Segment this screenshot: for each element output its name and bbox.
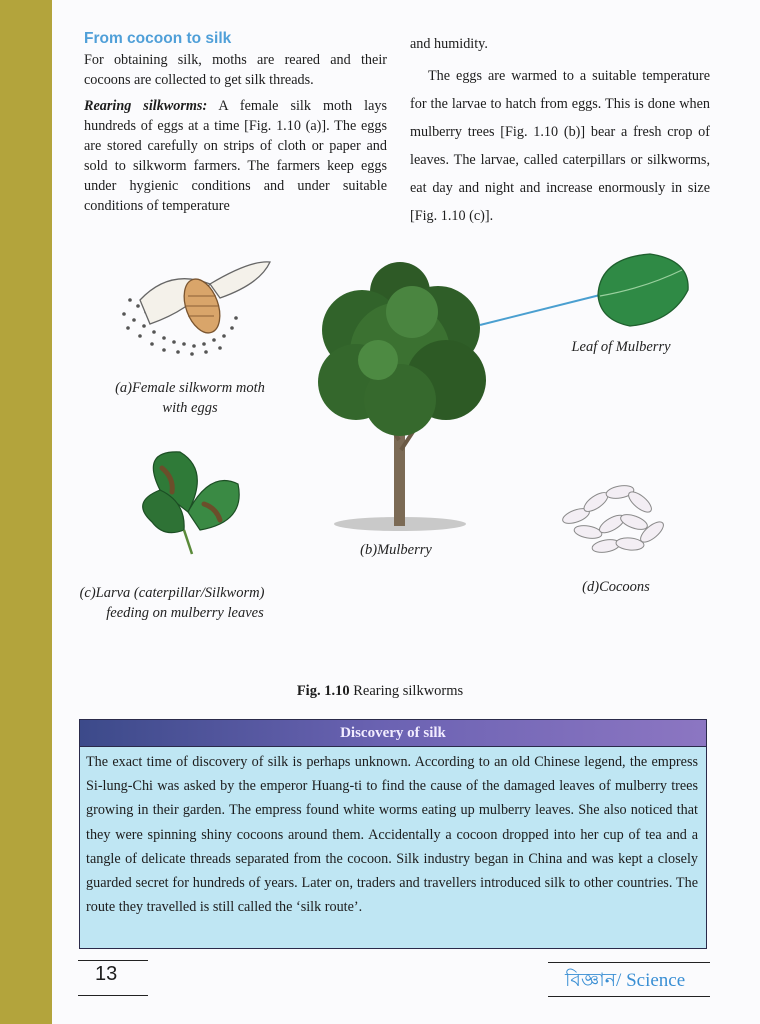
book-title: বিজ্ঞান/ Science (565, 970, 686, 991)
continuation-text: and humidity. (410, 36, 488, 52)
info-box-body: The exact time of discovery of silk is perhaps unknown. According to an old Chinese legend, the empress Si-lung-Chi was asked by the emperor Huang-ti to find the cause of the damaged leaves of mulberry trees growing in their garden. The empress found white worms eating up mulberry leaves. She also noticed that they were spinning shiny cocoons around them. Accidentally a cocoon dropped into her cup of tea and a tangle of delicate threads separated from the cocoon. Silk industry began in China and was kept a closely guarded secret for hundreds of years. Later on, traders and travellers introduced silk to other countries. The route they travelled is still called the ‘silk route’. (86, 754, 698, 916)
figure-illustration (60, 240, 750, 670)
footer-rule (78, 960, 148, 961)
intro-paragraph: For obtaining silk, moths are reared and their cocoons are collected to get silk threads. (84, 52, 387, 88)
caption-leaf: Leaf of Mulberry (571, 339, 671, 355)
eggs-paragraph: The eggs are warmed to a suitable temperature for the larvae to hatch from eggs. This is done when mulberry trees [Fig. 1.10 (b)] bear a fresh crop of leaves. The larvae, called caterpillars or silkworms, eat day and night and increase enormously in size [Fig. 1.10 (c)]. (410, 68, 710, 224)
right-column (410, 30, 710, 230)
cocoons-image (561, 484, 667, 555)
footer-rule (548, 962, 710, 963)
mulberry-tree-image (318, 262, 486, 531)
figure-title-text: Rearing silkworms (349, 683, 464, 699)
silk-moth-image (122, 262, 270, 356)
mulberry-leaf-image (480, 254, 688, 326)
footer-rule (548, 996, 710, 997)
section-heading: From cocoon to silk (84, 30, 232, 47)
footer-rule (78, 995, 148, 996)
left-column (84, 30, 387, 222)
page-edge-strip (0, 0, 52, 1024)
figure-title (0, 683, 760, 700)
info-box (79, 719, 707, 949)
caption-c-line2: feeding on mulberry leaves (106, 605, 264, 621)
rearing-paragraph (84, 96, 387, 216)
caption-a-line1: (a)Female silkworm moth (115, 380, 265, 396)
caption-c-line1: (c)Larva (caterpillar/Silkworm) (79, 585, 265, 601)
rearing-label: Rearing silkworms: (84, 98, 208, 114)
caption-b: (b)Mulberry (360, 542, 432, 558)
caption-d: (d)Cocoons (582, 579, 650, 595)
page-number: 13 (95, 963, 118, 985)
info-box-heading: Discovery of silk (80, 720, 706, 747)
larva-on-leaves-image (143, 452, 239, 554)
caption-a-line2: with eggs (162, 400, 218, 416)
rearing-text: A female silk moth lays hundreds of eggs at a time [Fig. 1.10 (a)]. The eggs are stored carefully on strips of cloth or paper and sold to silkworm farmers. The farmers keep eggs under hygienic conditions and under suitable conditions of temperature (84, 98, 387, 214)
figure-number: Fig. 1.10 (296, 683, 350, 699)
